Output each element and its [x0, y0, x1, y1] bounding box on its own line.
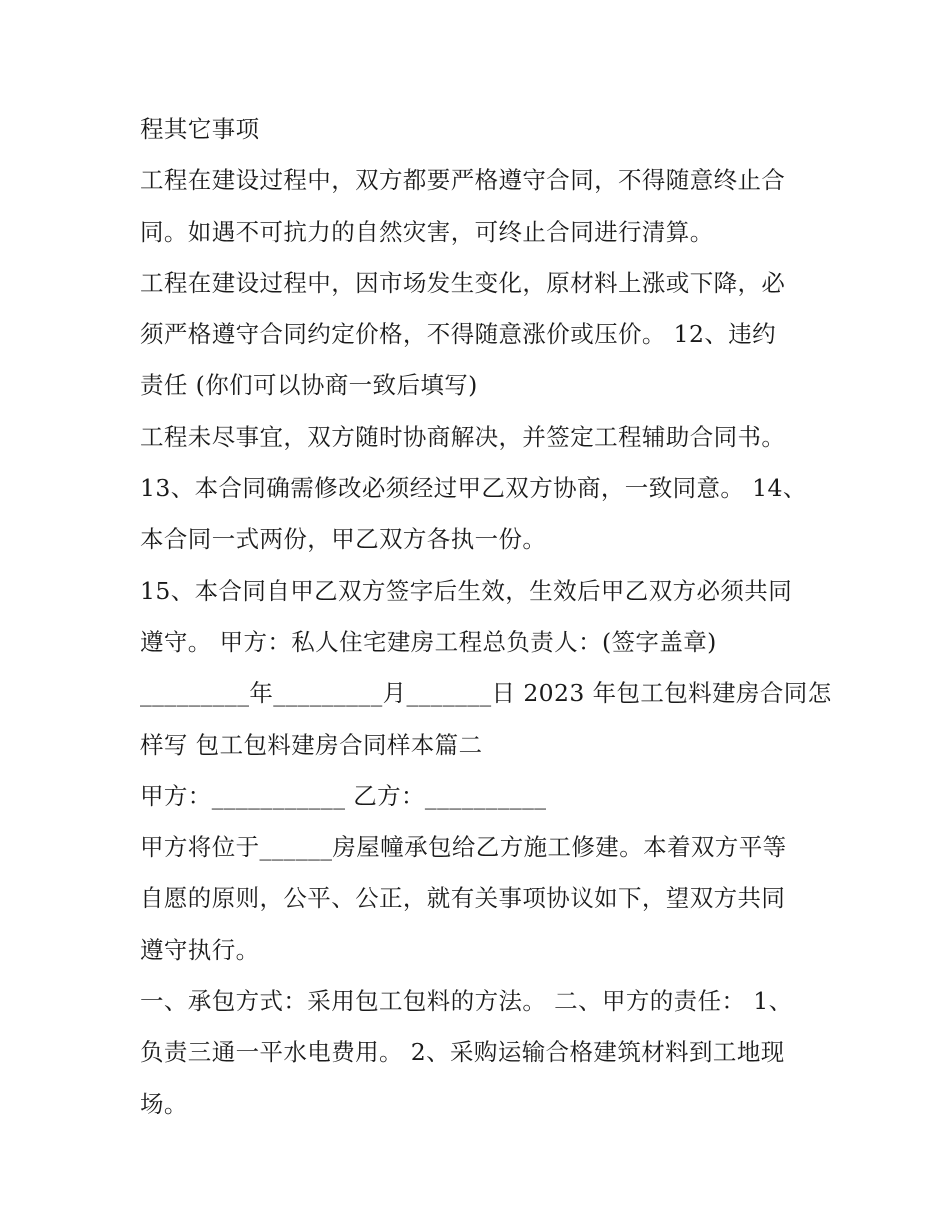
- text-line: 须严格遵守合同约定价格，不得随意涨价或压价。 12、违约: [140, 320, 777, 349]
- text-line: 程其它事项: [140, 115, 260, 143]
- text-line: 本合同一式两份，甲乙双方各执一份。: [140, 525, 547, 554]
- text-line: 一、承包方式：采用包工包料的方法。 二、甲方的责任： 1、: [140, 987, 793, 1016]
- text-line: 甲方：___________ 乙方：__________: [140, 781, 547, 810]
- text-line: 工程未尽事宜，双方随时协商解决，并签定工程辅助合同书。: [140, 422, 786, 451]
- text-line: 场。: [140, 1089, 188, 1118]
- text-line: 15、本合同自甲乙双方签字后生效，生效后甲乙双方必须共同: [140, 576, 793, 605]
- text-line: 负责三通一平水电费用。 2、采购运输合格建筑材料到工地现: [140, 1038, 785, 1067]
- document-body: [140, 109, 832, 1135]
- text-line: 13、本合同确需修改必须经过甲乙双方协商，一致同意。 14、: [140, 474, 807, 503]
- text-line: 甲方将位于______房屋幢承包给乙方施工修建。本着双方平等: [140, 833, 787, 862]
- text-line: 同。如遇不可抗力的自然灾害，可终止合同进行清算。: [140, 217, 714, 246]
- text-line: 遵守执行。: [140, 935, 260, 964]
- text-line: 样写 包工包料建房合同样本篇二: [140, 730, 483, 759]
- text-line: 自愿的原则，公平、公正，就有关事项协议如下，望双方共同: [140, 884, 786, 913]
- text-line: 责任 (你们可以协商一致后填写): [140, 371, 478, 400]
- text-line: _________年_________月_______日 2023 年包工包料建房合同怎: [140, 679, 832, 708]
- text-line: 遵守。 甲方：私人住宅建房工程总负责人：(签字盖章): [140, 627, 717, 656]
- text-line: 工程在建设过程中，因市场发生变化，原材料上涨或下降，必: [140, 268, 786, 297]
- text-line: 工程在建设过程中，双方都要严格遵守合同，不得随意终止合: [140, 166, 786, 195]
